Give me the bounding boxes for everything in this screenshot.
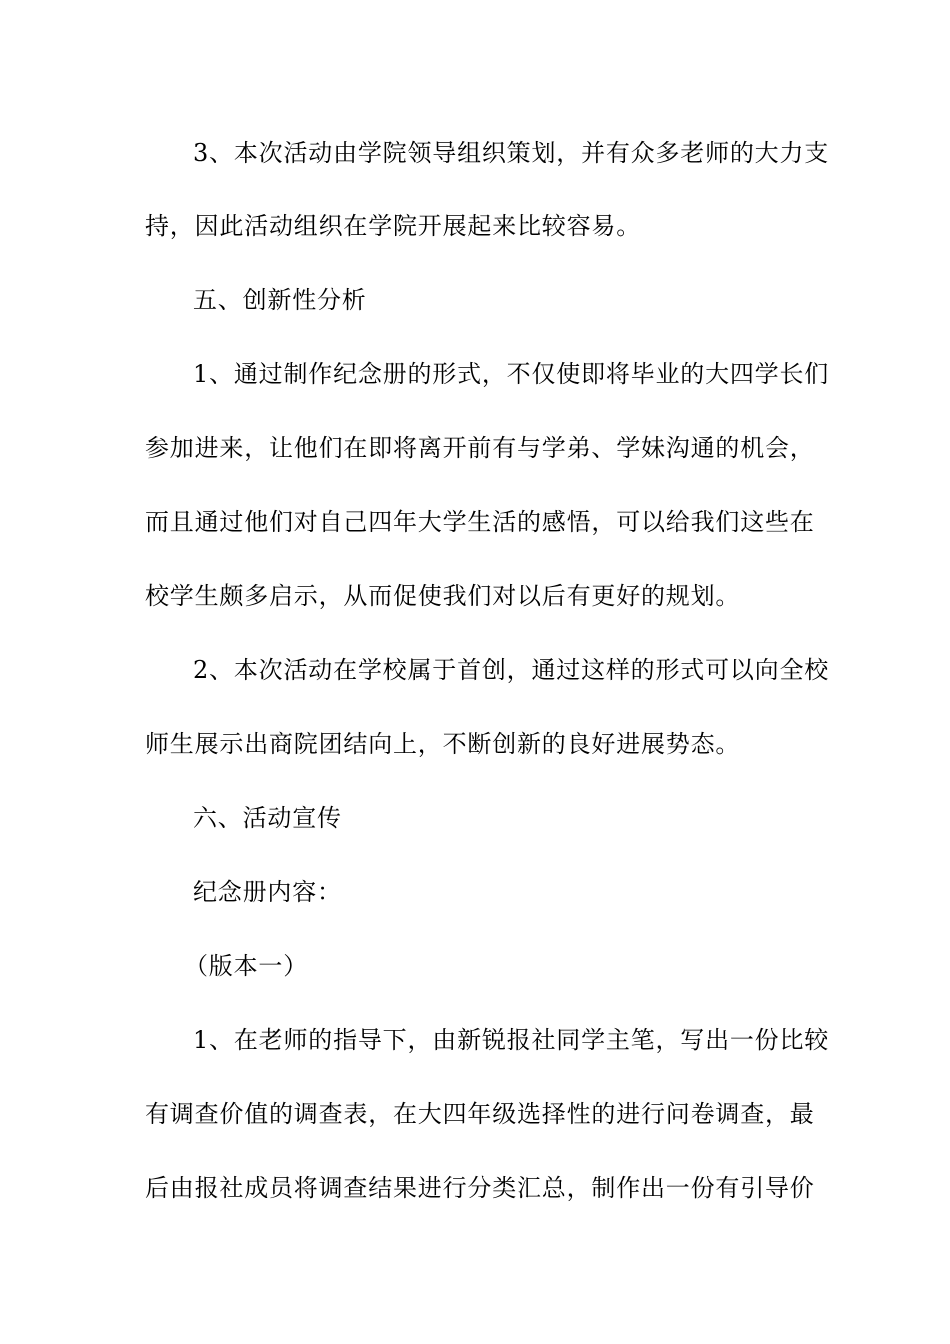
paragraph-innovation-1-line-3: 而且通过他们对自己四年大学生活的感悟，可以给我们这些在 <box>145 508 815 536</box>
paragraph-version-1-line-2: 有调查价值的调查表，在大四年级选择性的进行问卷调查，最 <box>145 1100 815 1128</box>
paragraph-3-line-2: 持，因此活动组织在学院开展起来比较容易。 <box>145 212 641 240</box>
paragraph-innovation-1-line-4: 校学生颇多启示，从而促使我们对以后有更好的规划。 <box>145 582 741 610</box>
paragraph-version-1-line-3: 后由报社成员将调查结果进行分类汇总，制作出一份有引导价 <box>145 1174 815 1202</box>
version-label: （版本一） <box>184 952 308 980</box>
paragraph-innovation-2-line-2: 师生展示出商院团结向上，不断创新的良好进展势态。 <box>145 730 741 758</box>
paragraph-innovation-2-line-1: 2、本次活动在学校属于首创，通过这样的形式可以向全校 <box>193 656 830 684</box>
section-heading-promotion: 六、活动宣传 <box>193 804 342 832</box>
section-heading-innovation: 五、创新性分析 <box>193 286 367 314</box>
paragraph-innovation-1-line-1: 1、通过制作纪念册的形式，不仅使即将毕业的大四学长们 <box>193 360 830 388</box>
paragraph-3-line-1: 3、本次活动由学院领导组织策划，并有众多老师的大力支 <box>193 139 830 167</box>
memorial-book-content-label: 纪念册内容： <box>193 878 342 906</box>
paragraph-version-1-line-1: 1、在老师的指导下，由新锐报社同学主笔，写出一份比较 <box>193 1026 830 1054</box>
paragraph-innovation-1-line-2: 参加进来，让他们在即将离开前有与学弟、学妹沟通的机会， <box>145 434 815 462</box>
